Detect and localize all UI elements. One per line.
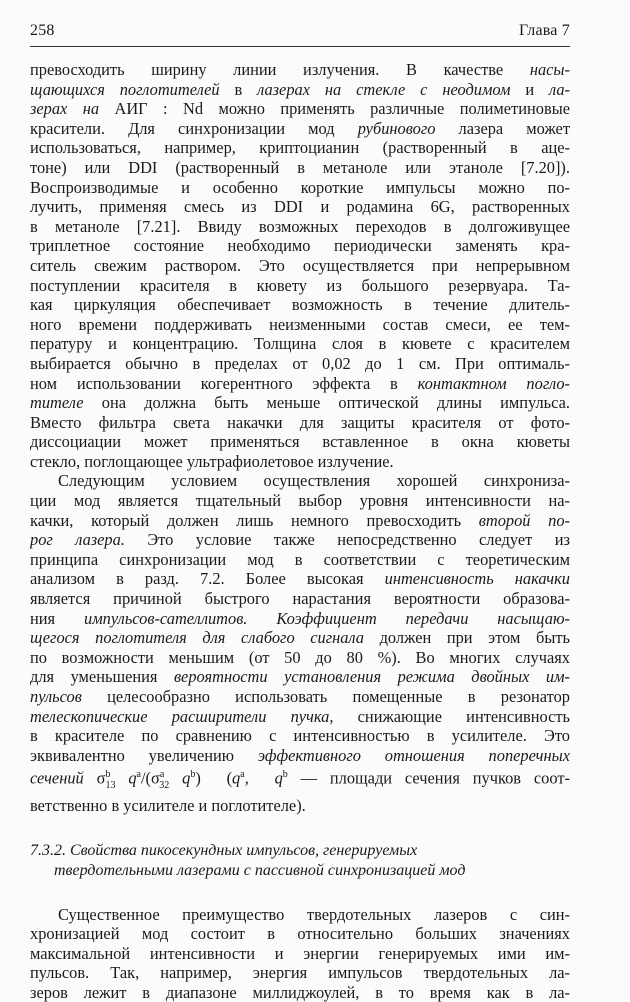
text-line: ветственно в усилителе и поглотителе). (30, 796, 570, 816)
text-line: анализом в разд. 7.2. Более высокая интенсивность накачки (30, 569, 570, 589)
text-line: пульсов. Так, например, энергия импульсов твердотельных ла- (30, 963, 570, 983)
text-line: Вместо фильтра света накачки для защиты красителя от фото- (30, 413, 570, 433)
text-line: сечений $\sigma^b_{13}$ $q^a/(\sigma^a_{32}$ $q^b$) ($q^a$, $q^b$ — площади сечения пучков соот- (30, 765, 570, 795)
text-line: диссоциации может применяться вставленное в окна кюветы (30, 432, 570, 452)
text-line: щегося поглотителя для слабого сигнала должен при этом быть (30, 628, 570, 648)
text-line: щающихся поглотителей в лазерах на стекле с неодимом и ла- (30, 80, 570, 100)
text-line: по возможности меньшим (от 50 до 80 %). Во многих случаях (30, 648, 570, 668)
text-line: триплетное состояние необходимо периодически заменять кра- (30, 236, 570, 256)
text-line: ного времени поддерживать неизменными состав смеси, ее тем- (30, 315, 570, 335)
text-line: рог лазера. Это условие также непосредственно следует из (30, 530, 570, 550)
text-line: принципа синхронизации мод в соответствии с теоретическим (30, 550, 570, 570)
spacer (30, 881, 570, 905)
text-line: является причиной быстрого нарастания вероятности образова- (30, 589, 570, 609)
text-line: использоваться, например, криптоцианин (растворенный в аце- (30, 138, 570, 158)
page-number: 258 (30, 22, 55, 40)
text-line: эквивалентно увеличению эффективного отношения поперечных (30, 746, 570, 766)
chapter-title: Глава 7 (519, 22, 570, 40)
spacer (30, 815, 570, 841)
text-line: ции мод является тщательный выбор уровня интенсивности на- (30, 491, 570, 511)
text-line: выбирается обычно в пределах от 0,02 до 1 см. При оптималь- (30, 354, 570, 374)
text-line: зеров лежит в диапазоне миллиджоулей, в то время как в ла- (30, 983, 570, 1002)
text-line: в метаноле [7.21]. Ввиду возможных переходов в долгоживущее (30, 217, 570, 237)
text-line: Следующим условием осуществления хорошей синхрониза- (30, 471, 570, 491)
text-line: для уменьшения вероятности установления режима двойных им- (30, 667, 570, 687)
body-text (30, 60, 570, 1002)
text-line: лучить, применяя смесь из DDI и родамина 6G, растворенных (30, 197, 570, 217)
text-line: тоне) или DDI (растворенный в метаноле или этаноле [7.20]). (30, 158, 570, 178)
text-line: ном использовании когерентного эффекта в контактном погло- (30, 374, 570, 394)
text-line: красители. Для синхронизации мод рубинового лазера может (30, 119, 570, 139)
text-line: поступлении красителя в кювету из большого резервуара. Та- (30, 276, 570, 296)
text-line: в красителе по сравнению с интенсивностью в усилителе. Это (30, 726, 570, 746)
text-line: превосходить ширину линии излучения. В качестве насы- (30, 60, 570, 80)
text-line: Воспроизводимые и особенно короткие импульсы можно по- (30, 178, 570, 198)
text-line: кая циркуляция обеспечивает возможность в течение длитель- (30, 295, 570, 315)
text-line: Существенное преимущество твердотельных лазеров с син- (30, 905, 570, 925)
paragraph-1 (30, 60, 570, 471)
paragraph-3 (30, 905, 570, 1002)
text-line: ния импульсов-сателлитов. Коэффициент передачи насыщаю- (30, 609, 570, 629)
text-line: пературу и концентрацию. Толщина слоя в кювете с красителем (30, 334, 570, 354)
section-heading-line-2: твердотельными лазерами с пассивной синхронизацией мод (30, 861, 570, 881)
section-heading-line-1: 7.3.2. Свойства пикосекундных импульсов, генерируемых (30, 842, 417, 859)
text-line: зерах на АИГ : Nd можно применять различные полиметиновые (30, 99, 570, 119)
running-header (30, 22, 570, 42)
text-line: стекло, поглощающее ультрафиолетовое излучение. (30, 452, 570, 472)
text-line: пульсов целесообразно использовать помещенные в резонатор (30, 687, 570, 707)
text-line: хронизацией мод состоит в относительно больших значениях (30, 924, 570, 944)
text-line: качки, который должен лишь немного превосходить второй по- (30, 511, 570, 531)
section-heading (30, 841, 570, 880)
text-line: максимальной интенсивности и энергии генерируемых ими им- (30, 944, 570, 964)
text-line: телескопические расширители пучка, снижающие интенсивность (30, 707, 570, 727)
paragraph-2 (30, 471, 570, 815)
header-rule (30, 46, 570, 47)
text-line: ситель свежим раствором. Это осуществляется при непрерывном (30, 256, 570, 276)
text-line: тителе она должна быть меньше оптической длины импульса. (30, 393, 570, 413)
